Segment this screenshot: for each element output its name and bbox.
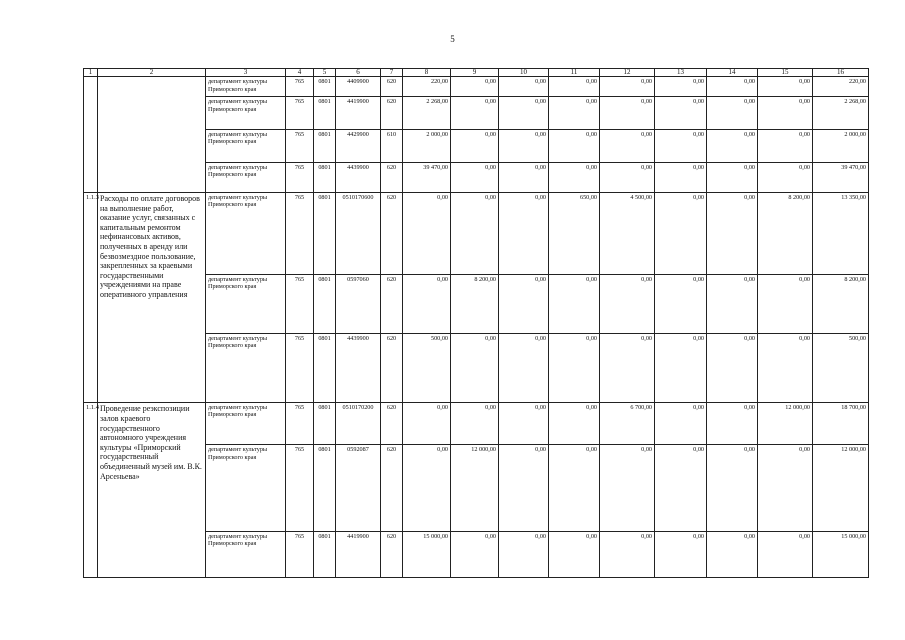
column-16-cell: 8 200,00 [813,275,869,334]
column-10-cell: 0,00 [499,162,549,192]
column-10-cell: 0,00 [499,445,549,531]
column-13-cell: 0,00 [655,77,707,97]
executor-cell: департамент культуры Приморского края [206,162,286,192]
column-12-cell: 0,00 [600,531,655,577]
column-15-cell: 0,00 [758,531,813,577]
item-description: Расходы по оплате договоров на выполнение работ, оказание услуг, связанных с капитальным ремонтом нефинансовых активов, полученных в аренду или безвозмездное пользование, закрепленных за краевыми государственными учреждениями на праве оперативного управления [98,193,206,403]
executor-cell: департамент культуры Приморского края [206,403,286,445]
column-10-cell: 0,00 [499,403,549,445]
column-6-cell: 0592087 [336,445,381,531]
executor-cell: департамент культуры Приморского края [206,531,286,577]
item-number: 1.1.3 [84,193,98,403]
table-row [84,403,869,445]
column-number-8: 8 [403,69,451,77]
budget-table [83,68,869,578]
column-13-cell: 0,00 [655,162,707,192]
item-description [98,77,206,193]
column-7-cell: 620 [381,531,403,577]
column-10-cell: 0,00 [499,193,549,275]
column-15-cell: 0,00 [758,333,813,402]
column-16-cell: 2 000,00 [813,129,869,162]
column-9-cell: 12 000,00 [451,445,499,531]
column-12-cell: 6 700,00 [600,403,655,445]
column-11-cell: 0,00 [549,275,600,334]
column-11-cell: 0,00 [549,445,600,531]
column-11-cell: 0,00 [549,531,600,577]
column-16-cell: 500,00 [813,333,869,402]
column-13-cell: 0,00 [655,403,707,445]
column-14-cell: 0,00 [707,129,758,162]
column-5-cell: 0801 [314,129,336,162]
column-14-cell: 0,00 [707,445,758,531]
column-14-cell: 0,00 [707,193,758,275]
column-7-cell: 610 [381,129,403,162]
column-16-cell: 39 470,00 [813,162,869,192]
column-12-cell: 0,00 [600,97,655,130]
column-5-cell: 0801 [314,77,336,97]
column-6-cell: 4409900 [336,77,381,97]
column-7-cell: 620 [381,77,403,97]
executor-cell: департамент культуры Приморского края [206,275,286,334]
executor-cell: департамент культуры Приморского края [206,97,286,130]
column-11-cell: 0,00 [549,162,600,192]
column-7-cell: 620 [381,193,403,275]
column-14-cell: 0,00 [707,531,758,577]
column-5-cell: 0801 [314,531,336,577]
column-13-cell: 0,00 [655,333,707,402]
column-15-cell: 0,00 [758,445,813,531]
column-6-cell: 4429900 [336,129,381,162]
column-7-cell: 620 [381,97,403,130]
column-number-13: 13 [655,69,707,77]
column-11-cell: 650,00 [549,193,600,275]
column-13-cell: 0,00 [655,97,707,130]
column-14-cell: 0,00 [707,403,758,445]
column-8-cell: 0,00 [403,445,451,531]
page-number: 5 [450,34,455,44]
column-11-cell: 0,00 [549,97,600,130]
column-9-cell: 0,00 [451,333,499,402]
column-8-cell: 0,00 [403,403,451,445]
column-11-cell: 0,00 [549,129,600,162]
column-4-cell: 765 [286,403,314,445]
column-11-cell: 0,00 [549,403,600,445]
column-15-cell: 0,00 [758,129,813,162]
column-15-cell: 0,00 [758,77,813,97]
executor-cell: департамент культуры Приморского края [206,129,286,162]
column-9-cell: 0,00 [451,97,499,130]
column-9-cell: 8 200,00 [451,275,499,334]
column-10-cell: 0,00 [499,333,549,402]
column-8-cell: 220,00 [403,77,451,97]
column-14-cell: 0,00 [707,77,758,97]
column-13-cell: 0,00 [655,445,707,531]
column-14-cell: 0,00 [707,162,758,192]
column-4-cell: 765 [286,77,314,97]
column-number-7: 7 [381,69,403,77]
column-4-cell: 765 [286,162,314,192]
column-12-cell: 0,00 [600,162,655,192]
column-16-cell: 220,00 [813,77,869,97]
column-5-cell: 0801 [314,403,336,445]
column-13-cell: 0,00 [655,531,707,577]
column-9-cell: 0,00 [451,193,499,275]
executor-cell: департамент культуры Приморского края [206,333,286,402]
column-5-cell: 0801 [314,275,336,334]
executor-cell: департамент культуры Приморского края [206,77,286,97]
column-9-cell: 0,00 [451,531,499,577]
executor-cell: департамент культуры Приморского края [206,193,286,275]
column-16-cell: 12 000,00 [813,445,869,531]
column-4-cell: 765 [286,275,314,334]
executor-cell: департамент культуры Приморского края [206,445,286,531]
column-number-14: 14 [707,69,758,77]
column-7-cell: 620 [381,333,403,402]
column-7-cell: 620 [381,275,403,334]
column-4-cell: 765 [286,129,314,162]
column-number-2: 2 [98,69,206,77]
column-6-cell: 0510170600 [336,193,381,275]
column-16-cell: 13 350,00 [813,193,869,275]
item-number [84,77,98,193]
column-12-cell: 0,00 [600,129,655,162]
column-6-cell: 4419900 [336,531,381,577]
column-16-cell: 2 268,00 [813,97,869,130]
column-12-cell: 0,00 [600,275,655,334]
column-16-cell: 18 700,00 [813,403,869,445]
column-15-cell: 0,00 [758,97,813,130]
item-description: Проведение реэкспозиции залов краевого государственного автономного учреждения культуры «Приморский государственный объединенный музей им. В.К. Арсеньева» [98,403,206,578]
column-5-cell: 0801 [314,97,336,130]
column-8-cell: 2 000,00 [403,129,451,162]
column-number-3: 3 [206,69,286,77]
column-10-cell: 0,00 [499,531,549,577]
column-8-cell: 0,00 [403,275,451,334]
column-13-cell: 0,00 [655,129,707,162]
column-5-cell: 0801 [314,193,336,275]
column-9-cell: 0,00 [451,403,499,445]
column-10-cell: 0,00 [499,275,549,334]
column-14-cell: 0,00 [707,97,758,130]
column-6-cell: 4419900 [336,97,381,130]
column-9-cell: 0,00 [451,77,499,97]
column-12-cell: 0,00 [600,333,655,402]
column-8-cell: 2 268,00 [403,97,451,130]
table-row [84,77,869,97]
column-number-16: 16 [813,69,869,77]
column-number-15: 15 [758,69,813,77]
column-12-cell: 4 500,00 [600,193,655,275]
column-number-5: 5 [314,69,336,77]
column-4-cell: 765 [286,445,314,531]
column-4-cell: 765 [286,531,314,577]
column-6-cell: 4439900 [336,162,381,192]
column-6-cell: 0597060 [336,275,381,334]
column-9-cell: 0,00 [451,162,499,192]
column-11-cell: 0,00 [549,333,600,402]
column-6-cell: 4439900 [336,333,381,402]
column-7-cell: 620 [381,445,403,531]
column-16-cell: 15 000,00 [813,531,869,577]
column-10-cell: 0,00 [499,77,549,97]
column-15-cell: 8 200,00 [758,193,813,275]
table-row [84,193,869,275]
column-6-cell: 0510170200 [336,403,381,445]
column-11-cell: 0,00 [549,77,600,97]
column-15-cell: 0,00 [758,275,813,334]
column-12-cell: 0,00 [600,445,655,531]
column-number-9: 9 [451,69,499,77]
column-5-cell: 0801 [314,445,336,531]
column-10-cell: 0,00 [499,129,549,162]
column-10-cell: 0,00 [499,97,549,130]
column-4-cell: 765 [286,97,314,130]
column-7-cell: 620 [381,403,403,445]
item-number: 1.1.4 [84,403,98,578]
column-8-cell: 0,00 [403,193,451,275]
column-12-cell: 0,00 [600,77,655,97]
column-number-1: 1 [84,69,98,77]
column-number-11: 11 [549,69,600,77]
column-number-row [84,69,869,77]
column-number-10: 10 [499,69,549,77]
column-14-cell: 0,00 [707,275,758,334]
column-8-cell: 15 000,00 [403,531,451,577]
column-8-cell: 39 470,00 [403,162,451,192]
column-number-6: 6 [336,69,381,77]
column-13-cell: 0,00 [655,193,707,275]
column-9-cell: 0,00 [451,129,499,162]
column-number-12: 12 [600,69,655,77]
column-8-cell: 500,00 [403,333,451,402]
column-5-cell: 0801 [314,162,336,192]
column-4-cell: 765 [286,193,314,275]
column-15-cell: 12 000,00 [758,403,813,445]
column-number-4: 4 [286,69,314,77]
column-15-cell: 0,00 [758,162,813,192]
column-4-cell: 765 [286,333,314,402]
column-5-cell: 0801 [314,333,336,402]
column-13-cell: 0,00 [655,275,707,334]
column-14-cell: 0,00 [707,333,758,402]
column-7-cell: 620 [381,162,403,192]
